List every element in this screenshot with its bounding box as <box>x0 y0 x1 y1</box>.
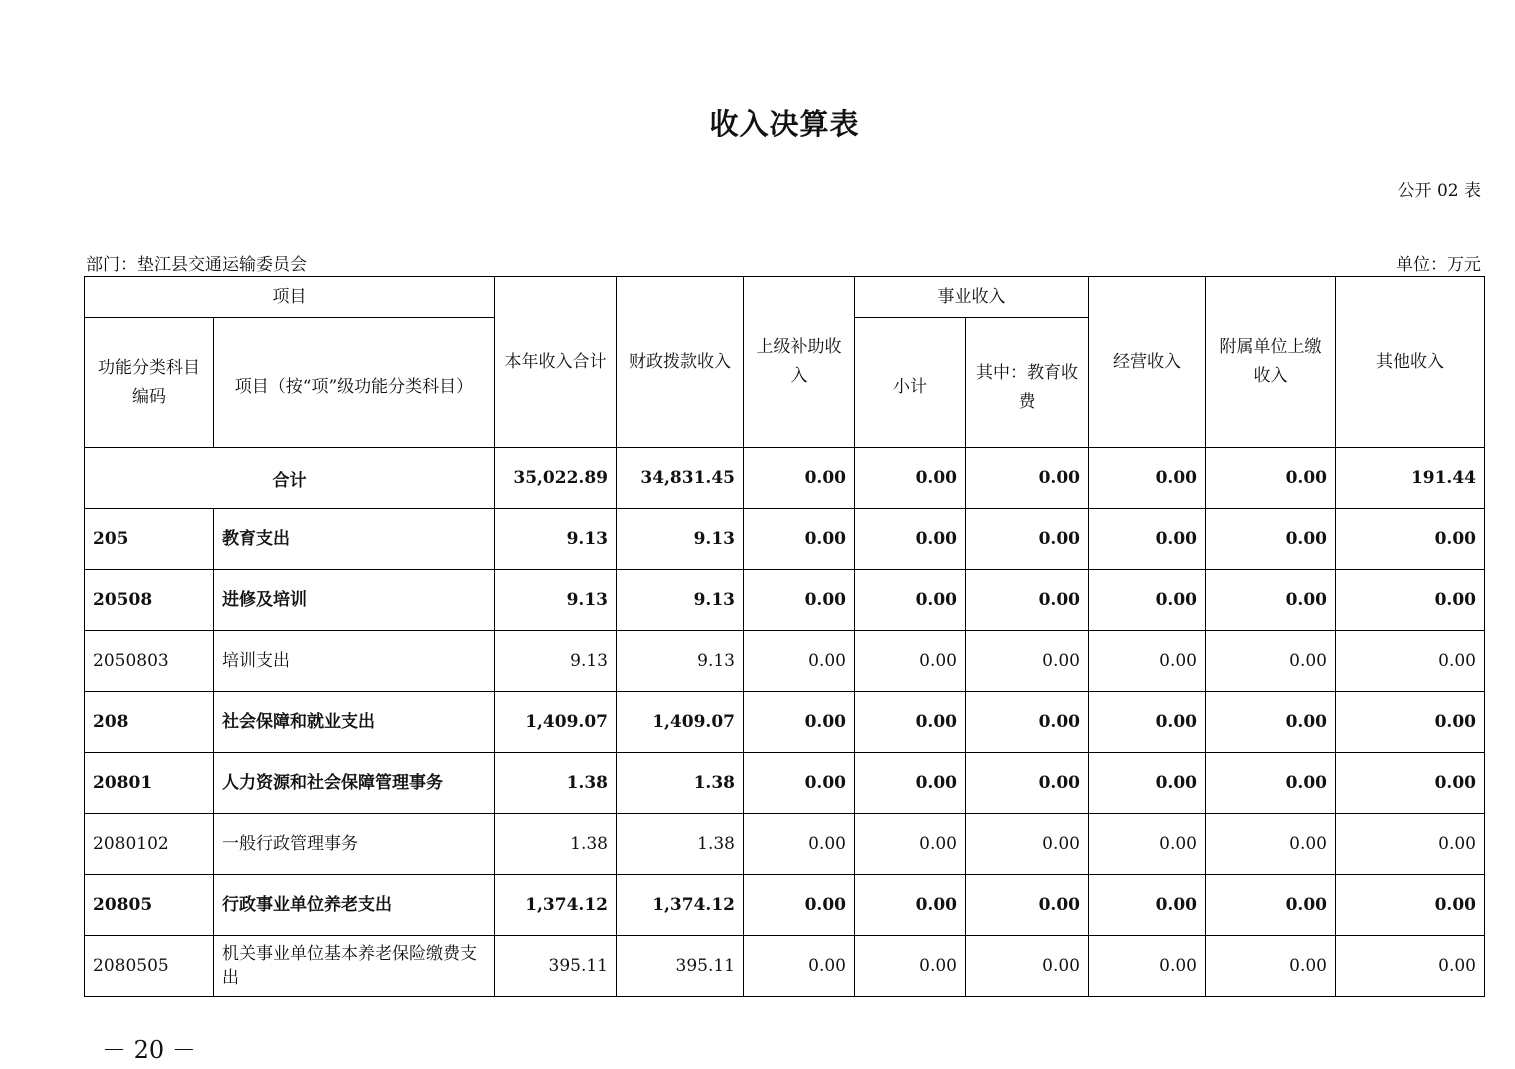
header-subtotal: 小计 <box>855 318 966 448</box>
cell-code: 20508 <box>85 570 214 631</box>
cell-other: 0.00 <box>1336 753 1485 814</box>
income-statement-table <box>84 276 1485 997</box>
cell-affiliated: 0.00 <box>1206 753 1336 814</box>
cell-name: 社会保障和就业支出 <box>214 692 495 753</box>
cell-operating: 0.00 <box>1089 936 1206 997</box>
cell-education: 0.00 <box>966 570 1089 631</box>
header-fiscal: 财政拨款收入 <box>617 277 744 448</box>
cell-subtotal: 0.00 <box>855 814 966 875</box>
cell-total-income: 35,022.89 <box>495 448 617 509</box>
cell-other: 191.44 <box>1336 448 1485 509</box>
cell-operating: 0.00 <box>1089 875 1206 936</box>
cell-fiscal: 9.13 <box>617 509 744 570</box>
cell-subtotal: 0.00 <box>855 570 966 631</box>
cell-total-income: 9.13 <box>495 631 617 692</box>
department-label: 部门：垫江县交通运输委员会 <box>86 255 307 275</box>
cell-code: 20801 <box>85 753 214 814</box>
total-label: 合计 <box>85 448 495 509</box>
cell-education: 0.00 <box>966 875 1089 936</box>
page-title: 收入决算表 <box>709 107 860 141</box>
cell-name: 一般行政管理事务 <box>214 814 495 875</box>
cell-operating: 0.00 <box>1089 692 1206 753</box>
cell-superior: 0.00 <box>744 875 855 936</box>
cell-superior: 0.00 <box>744 814 855 875</box>
cell-affiliated: 0.00 <box>1206 631 1336 692</box>
header-other: 其他收入 <box>1336 277 1485 448</box>
cell-other: 0.00 <box>1336 692 1485 753</box>
cell-total-income: 395.11 <box>495 936 617 997</box>
table-row <box>85 936 1485 997</box>
cell-education: 0.00 <box>966 936 1089 997</box>
cell-operating: 0.00 <box>1089 814 1206 875</box>
cell-fiscal: 1,374.12 <box>617 875 744 936</box>
cell-education: 0.00 <box>966 509 1089 570</box>
cell-education: 0.00 <box>966 631 1089 692</box>
cell-name: 教育支出 <box>214 509 495 570</box>
cell-fiscal: 1.38 <box>617 814 744 875</box>
cell-other: 0.00 <box>1336 631 1485 692</box>
cell-affiliated: 0.00 <box>1206 570 1336 631</box>
unit-label: 单位：万元 <box>1396 255 1481 275</box>
cell-subtotal: 0.00 <box>855 875 966 936</box>
cell-name: 机关事业单位基本养老保险缴费支出 <box>214 936 495 997</box>
table-row <box>85 570 1485 631</box>
cell-code: 205 <box>85 509 214 570</box>
cell-fiscal: 9.13 <box>617 631 744 692</box>
table-row <box>85 875 1485 936</box>
cell-code: 2050803 <box>85 631 214 692</box>
cell-subtotal: 0.00 <box>855 509 966 570</box>
header-operating: 经营收入 <box>1089 277 1206 448</box>
cell-total-income: 1.38 <box>495 814 617 875</box>
cell-total-income: 9.13 <box>495 570 617 631</box>
cell-operating: 0.00 <box>1089 509 1206 570</box>
table-header <box>85 277 1485 448</box>
cell-fiscal: 395.11 <box>617 936 744 997</box>
cell-superior: 0.00 <box>744 570 855 631</box>
header-affiliated: 附属单位上缴收入 <box>1206 277 1336 448</box>
cell-name: 培训支出 <box>214 631 495 692</box>
cell-total-income: 9.13 <box>495 509 617 570</box>
header-business: 事业收入 <box>855 277 1089 318</box>
cell-subtotal: 0.00 <box>855 631 966 692</box>
cell-affiliated: 0.00 <box>1206 509 1336 570</box>
cell-affiliated: 0.00 <box>1206 692 1336 753</box>
header-total-income: 本年收入合计 <box>495 277 617 448</box>
cell-fiscal: 1,409.07 <box>617 692 744 753</box>
cell-other: 0.00 <box>1336 509 1485 570</box>
cell-superior: 0.00 <box>744 692 855 753</box>
cell-affiliated: 0.00 <box>1206 875 1336 936</box>
cell-operating: 0.00 <box>1089 448 1206 509</box>
table-row <box>85 814 1485 875</box>
cell-subtotal: 0.00 <box>855 936 966 997</box>
cell-fiscal: 1.38 <box>617 753 744 814</box>
cell-name: 人力资源和社会保障管理事务 <box>214 753 495 814</box>
table-row <box>85 692 1485 753</box>
header-name: 项目（按“项”级功能分类科目） <box>214 318 495 448</box>
cell-fiscal: 9.13 <box>617 570 744 631</box>
page-number: － 20 － <box>102 1036 196 1064</box>
header-code: 功能分类科目编码 <box>85 318 214 448</box>
table-row <box>85 509 1485 570</box>
cell-code: 208 <box>85 692 214 753</box>
cell-code: 2080102 <box>85 814 214 875</box>
cell-education: 0.00 <box>966 753 1089 814</box>
cell-education: 0.00 <box>966 448 1089 509</box>
cell-superior: 0.00 <box>744 753 855 814</box>
header-superior: 上级补助收入 <box>744 277 855 448</box>
cell-superior: 0.00 <box>744 631 855 692</box>
cell-other: 0.00 <box>1336 875 1485 936</box>
cell-total-income: 1,374.12 <box>495 875 617 936</box>
cell-affiliated: 0.00 <box>1206 814 1336 875</box>
cell-other: 0.00 <box>1336 570 1485 631</box>
cell-operating: 0.00 <box>1089 753 1206 814</box>
cell-name: 行政事业单位养老支出 <box>214 875 495 936</box>
cell-operating: 0.00 <box>1089 570 1206 631</box>
header-education: 其中：教育收费 <box>966 318 1089 448</box>
cell-total-income: 1,409.07 <box>495 692 617 753</box>
cell-affiliated: 0.00 <box>1206 936 1336 997</box>
cell-subtotal: 0.00 <box>855 448 966 509</box>
cell-superior: 0.00 <box>744 509 855 570</box>
cell-affiliated: 0.00 <box>1206 448 1336 509</box>
cell-operating: 0.00 <box>1089 631 1206 692</box>
form-number: 公开 02 表 <box>1397 181 1481 201</box>
cell-education: 0.00 <box>966 814 1089 875</box>
cell-superior: 0.00 <box>744 936 855 997</box>
table-body <box>85 448 1485 997</box>
cell-total-income: 1.38 <box>495 753 617 814</box>
cell-subtotal: 0.00 <box>855 753 966 814</box>
table-row <box>85 753 1485 814</box>
cell-education: 0.00 <box>966 692 1089 753</box>
cell-code: 2080505 <box>85 936 214 997</box>
cell-code: 20805 <box>85 875 214 936</box>
table-row-total <box>85 448 1485 509</box>
cell-subtotal: 0.00 <box>855 692 966 753</box>
cell-superior: 0.00 <box>744 448 855 509</box>
cell-other: 0.00 <box>1336 814 1485 875</box>
header-project: 项目 <box>85 277 495 318</box>
cell-other: 0.00 <box>1336 936 1485 997</box>
cell-name: 进修及培训 <box>214 570 495 631</box>
cell-fiscal: 34,831.45 <box>617 448 744 509</box>
table-row <box>85 631 1485 692</box>
